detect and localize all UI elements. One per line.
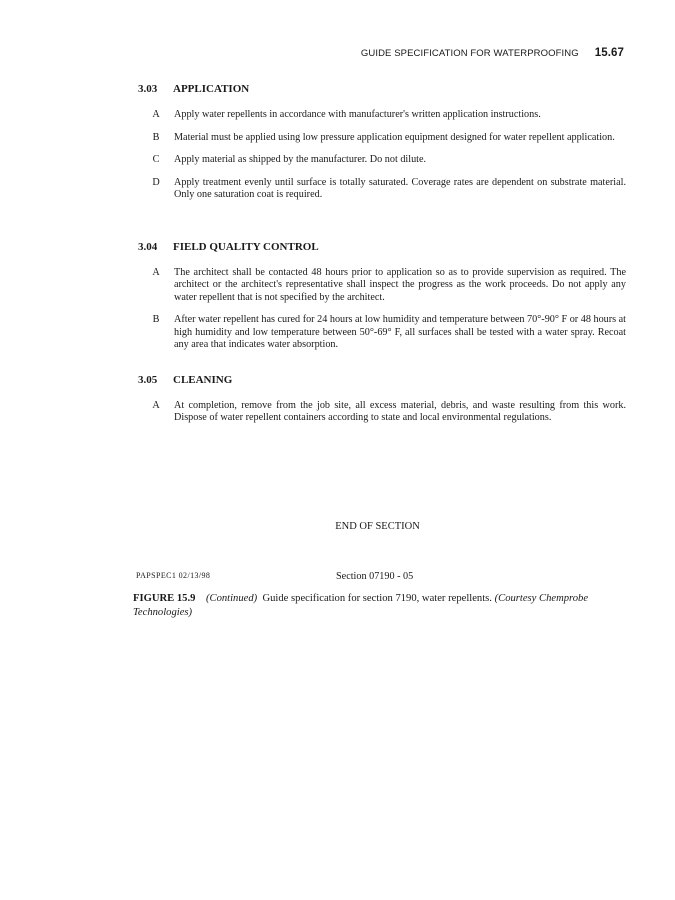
running-title: GUIDE SPECIFICATION FOR WATERPROOFING	[360, 48, 579, 59]
item-text: Apply treatment evenly until surface is totally saturated. Coverage rates are dependent on substrate material. Only one saturation coat is required.	[174, 177, 626, 201]
item-letter: B	[152, 131, 160, 143]
item-letter: D	[152, 177, 160, 189]
item-letter: C	[152, 154, 160, 166]
section-number: 3.03	[138, 83, 158, 95]
section-title: CLEANING	[173, 374, 233, 386]
list-item	[138, 154, 626, 166]
section-field-quality-control	[138, 241, 626, 362]
section-heading	[138, 83, 626, 95]
item-text: Material must be applied using low pressure application equipment designed for water repellent application.	[174, 131, 615, 143]
item-letter: A	[152, 400, 160, 411]
section-application	[138, 83, 626, 212]
section-title: APPLICATION	[173, 83, 250, 95]
caption-courtesy: (Courtesy Chemprobe Technologies)	[133, 593, 589, 618]
section-cleaning	[138, 374, 626, 435]
list-item	[138, 132, 626, 144]
page-number: 15.67	[594, 47, 624, 59]
footer-section-label: Section 07190 - 05	[336, 571, 414, 582]
list-item	[138, 109, 626, 121]
section-number: 3.05	[138, 374, 158, 386]
section-heading	[138, 241, 626, 253]
item-letter: A	[152, 267, 160, 278]
list-item	[138, 177, 626, 202]
section-number: 3.04	[138, 241, 158, 253]
item-text: Apply water repellents in accordance with manufacturer's written application instructions.	[174, 109, 541, 120]
list-item	[138, 400, 626, 425]
running-header	[361, 47, 624, 59]
figure-caption	[133, 592, 628, 619]
item-letter: A	[152, 109, 160, 120]
caption-continued: (Continued)	[205, 593, 258, 604]
list-item	[138, 314, 626, 351]
end-of-section: END OF SECTION	[335, 521, 420, 532]
item-text: After water repellent has cured for 24 hours at low humidity and temperature between 70°-90° F or 48 hours at high humidity and low temperature between 50°-69° F, all surfaces shall be tested with a water spray. Recoat any area that indicates water absorption.	[174, 314, 627, 350]
figure-label: FIGURE 15.9	[133, 593, 196, 604]
list-item	[138, 267, 626, 304]
item-text: The architect shall be contacted 48 hours prior to application so as to provide supervision as required. The architect or the architect's representative shall inspect the progress as the work proceeds. Do not apply any water repellent that is not specified by the architect.	[174, 267, 626, 303]
footer-doc-id: PAPSPEC1 02/13/98	[136, 571, 211, 580]
item-text: Apply material as shipped by the manufacturer. Do not dilute.	[174, 154, 427, 166]
item-letter: B	[152, 314, 160, 326]
item-text: At completion, remove from the job site, all excess material, debris, and waste resulting from this work. Dispose of water repellent containers according to state and local environmental regulations.	[174, 400, 626, 424]
section-title: FIELD QUALITY CONTROL	[173, 241, 319, 253]
caption-text: Guide specification for section 7190, water repellents.	[262, 593, 492, 604]
section-heading	[138, 374, 626, 386]
